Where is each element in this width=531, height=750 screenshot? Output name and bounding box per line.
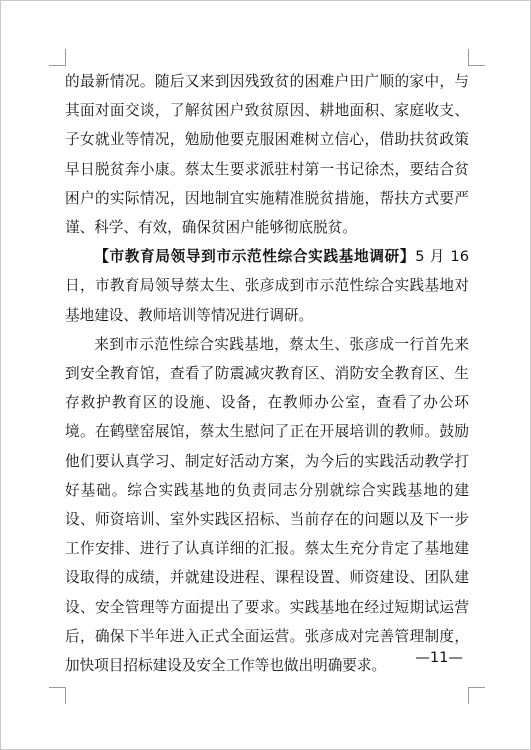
section-paragraph <box>65 242 469 330</box>
crop-mark-bottom-right <box>468 687 485 704</box>
document-body <box>65 67 469 680</box>
paragraph-continued: 的最新情况。随后又来到因残致贫的困难户田广顺的家中，与其面对面交谈，了解贫困户致贫原因、耕地面积、家庭收支、子女就业等情况，勉励他要克服困难树立信心，借助扶贫政策早日脱贫奔小康。蔡太生要求派驻村第一书记徐杰，要结合贫困户的实际情况，因地制宜实施精准脱贫措施，帮扶方式要严谨、科学、有效，确保贫困户能够彻底脱贫。 <box>65 73 469 237</box>
crop-mark-bottom-left <box>49 687 66 704</box>
page-number: —11— <box>415 649 463 666</box>
crop-mark-top-left <box>49 49 66 66</box>
crop-mark-top-right <box>468 49 485 66</box>
paragraph-detail: 来到市示范性综合实践基地，蔡太生、张彦成一行首先来到安全教育馆，查看了防震减灾教育区、消防安全教育区、生存救护教育区的设施、设备，在教师办公室，查看了办公环境。在鹤壁窑展馆，蔡太生慰问了正在开展培训的教师。鼓励他们要认真学习、制定好活动方案，为今后的实践活动教学打好基础。综合实践基地的负责同志分别就综合实践基地的建设、师资培训、室外实践区招标、当前存在的问题以及下一步工作安排、进行了认真详细的汇报。蔡太生充分肯定了基地建设取得的成绩，并就建设进程、课程设置、师资建设、团队建设、安全管理等方面提出了要求。实践基地在经过短期试运营后，确保下半年进入正式全面运营。张彦成对完善管理制度，加快项目招标建设及安全工作等也做出明确要求。 <box>65 335 469 675</box>
section-heading: 【市教育局领导到市示范性综合实践基地调研】 <box>94 248 416 266</box>
section-intro: 5 月 16 日，市教育局领导蔡太生、张彦成到市示范性综合实践基地对基地建设、教师培训等情况进行调研。 <box>65 248 469 324</box>
